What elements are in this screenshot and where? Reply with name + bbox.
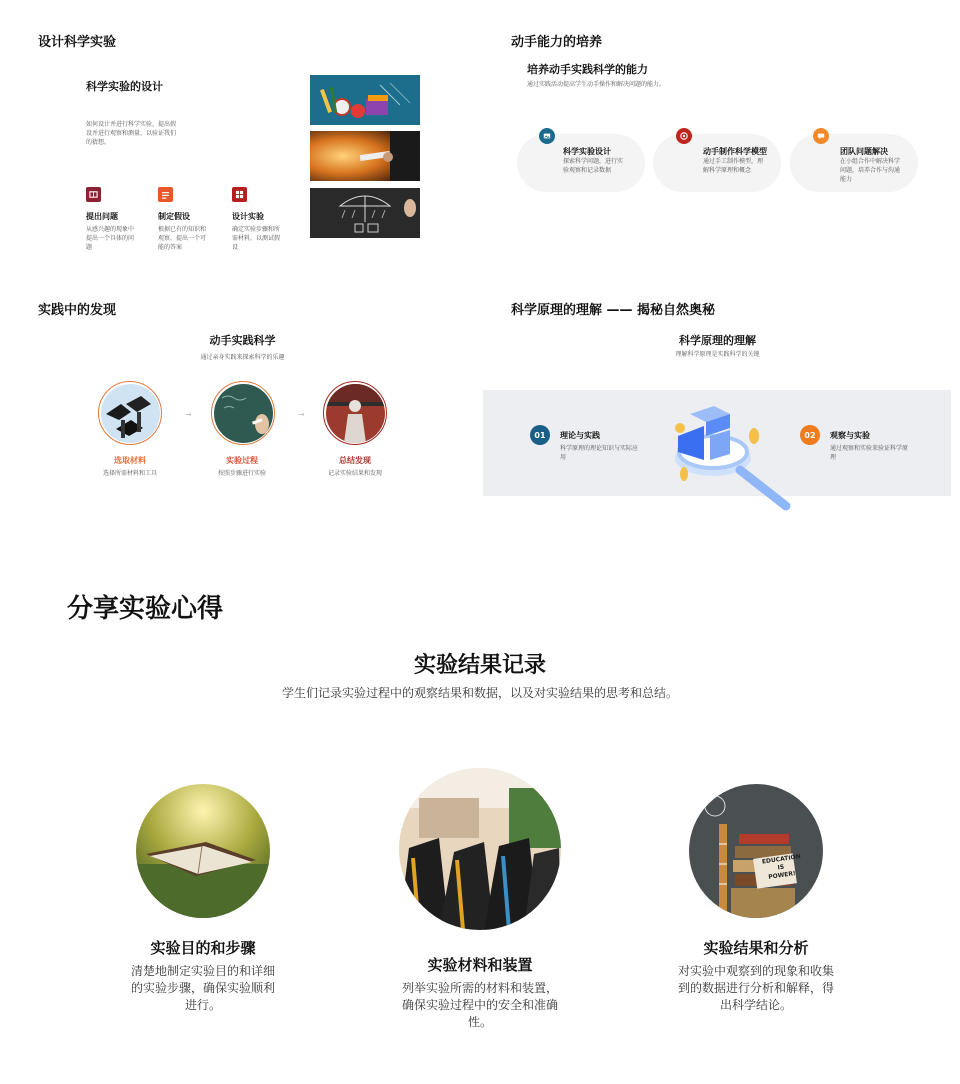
card-title: 实验材料和装置 [427, 956, 533, 974]
card-text: 列举实验所需的材料和装置，确保实验过程中的安全和准确性。 [401, 981, 558, 1029]
step-label: 制定假设 [158, 212, 190, 221]
arrow-right-icon: → [185, 410, 192, 419]
number-badge: 01 [530, 425, 550, 445]
step-text: 根据已有的知识和观察，提出一个可能的答案 [158, 226, 207, 251]
panel-title-hands-on: 动手能力的培养 [511, 35, 603, 50]
right-label: 观察与实验 [830, 431, 870, 440]
heading-principles: 科学原理的理解 [679, 334, 756, 347]
step-text: 按照步骤进行实验 [217, 470, 266, 477]
step-text: 从感兴趣的现象中提出一个具体的问题 [86, 226, 135, 251]
grass-book-photo [136, 784, 270, 918]
item-text: 通过手工制作模型，理解科学原理和概念 [703, 158, 764, 174]
step-text: 记录实验结果和发现 [327, 470, 382, 477]
number-badge: 02 [800, 425, 820, 445]
step-text: 确定实验步骤和所需材料，以测试假设 [232, 226, 281, 251]
item-label: 动手制作科学模型 [703, 147, 767, 156]
chat-icon [813, 128, 829, 144]
step-ask-question [86, 187, 146, 252]
heading-discovery: 动手实践科学 [209, 334, 276, 347]
item-label: 团队问题解决 [840, 147, 888, 156]
statue-photo [326, 384, 385, 443]
card-text: 对实验中观察到的现象和收集到的数据进行分析和解释，得出科学结论。 [677, 964, 834, 1012]
grid-icon [232, 187, 247, 202]
step-label: 提出问题 [86, 212, 118, 221]
intro-principles: 理解科学原理是实践科学的关键 [675, 351, 760, 358]
image-icon [539, 128, 555, 144]
heading-hands-on: 培养动手实践科学的能力 [527, 63, 648, 76]
item-text: 探索科学问题，进行实验观察和记录数据 [563, 158, 624, 174]
heading-results: 实验结果记录 [413, 653, 546, 678]
item-label: 科学实验设计 [563, 147, 611, 156]
step-design-experiment [232, 187, 292, 252]
step-label: 实验过程 [226, 456, 258, 465]
step-summarize [305, 455, 405, 478]
intro-discovery: 通过亲身实践来探索科学的乐趣 [200, 354, 285, 361]
chalkboard-umbrella-photo [310, 188, 420, 238]
magnifier-chart-illustration [668, 396, 792, 512]
graduate-light-photo [310, 131, 420, 181]
panel-title-design: 设计科学实验 [38, 35, 117, 50]
school-supplies-photo [310, 75, 420, 125]
card-text: 清楚地制定实验目的和详细的实验步骤，确保实验顺利进行。 [130, 964, 275, 1012]
books-photo [689, 784, 823, 918]
heading-design: 科学实验的设计 [86, 80, 163, 93]
step-select-materials [80, 455, 180, 478]
chalkboard-photo [214, 384, 273, 443]
step-text: 选择所需材料和工具 [102, 470, 157, 477]
card-title: 实验结果和分析 [703, 939, 809, 957]
book-icon [86, 187, 101, 202]
arrow-right-icon: → [298, 410, 305, 419]
panel-title-share: 分享实验心得 [67, 594, 224, 624]
intro-hands-on: 通过实践活动提高学生动手操作和解决问题的能力。 [527, 81, 666, 88]
right-text: 通过观察和实验来验证科学原理 [830, 445, 909, 461]
step-label: 设计实验 [232, 212, 264, 221]
left-text: 科学原理的理论知识与实际应用 [560, 445, 639, 461]
list-icon [158, 187, 173, 202]
step-hypothesis [158, 187, 218, 252]
intro-results: 学生们记录实验过程中的观察结果和数据，以及对实验结果的思考和总结。 [281, 686, 678, 700]
item-text: 在小组合作中解决科学问题，培养合作与沟通能力 [840, 158, 901, 183]
step-experiment-process [192, 455, 292, 478]
education-sign: EDUCATION IS POWER! [761, 853, 802, 881]
panel-title-discovery: 实践中的发现 [38, 303, 117, 318]
intro-design: 如何设计并进行科学实验，提出假设并进行观察和测量，以验证我们的猜想。 [86, 121, 177, 146]
graduation-caps-photo [101, 384, 160, 443]
panel-title-principles: 科学原理的理解 —— 揭秘自然奥秘 [511, 303, 716, 318]
graduates-photo [399, 768, 561, 930]
target-icon [676, 128, 692, 144]
step-label: 选取材料 [114, 456, 146, 465]
step-label: 总结发现 [339, 456, 371, 465]
left-label: 理论与实践 [560, 431, 600, 440]
card-title: 实验目的和步骤 [150, 939, 256, 957]
